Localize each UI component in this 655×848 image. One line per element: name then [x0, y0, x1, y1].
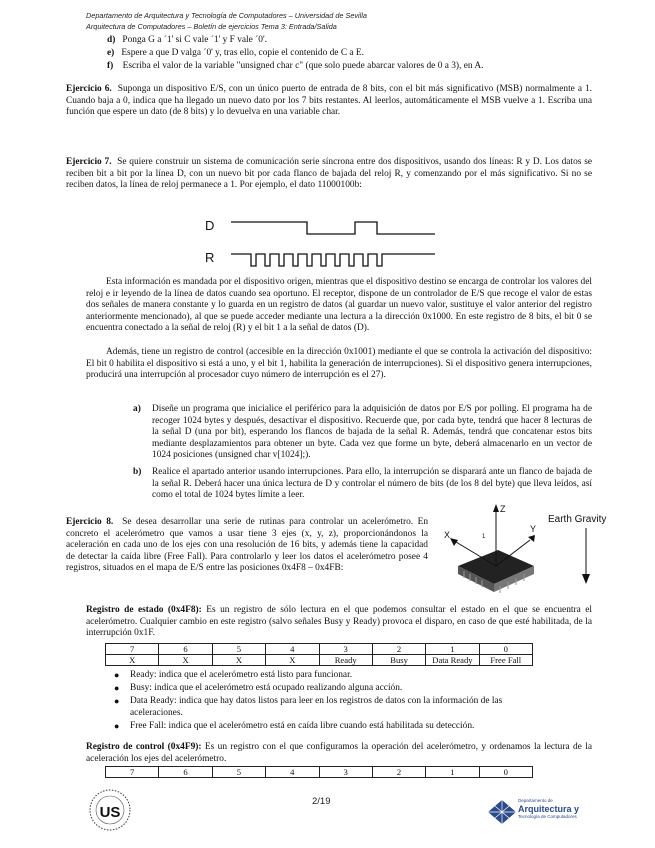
bullet-busy: Busy: indica que el acelerómetro está ocupado realizando alguna acción.: [130, 683, 403, 693]
department-logo-text: [518, 797, 579, 821]
exercise-8: [66, 517, 428, 575]
bullet-icon: ●: [114, 721, 120, 731]
bit-cell: 1: [426, 767, 479, 778]
bit-cell: 2: [372, 767, 425, 778]
exercise-7-item-b-label: b): [133, 467, 142, 477]
bullet-free-fall: Free Fall: indica que el acelerómetro está en caída libre cuando está habilitada su detección.: [130, 721, 475, 731]
field-cell: Free Fall: [479, 655, 532, 666]
status-register-names-row: [106, 655, 533, 666]
bit-cell: 0: [479, 644, 532, 655]
field-cell: X: [159, 655, 212, 666]
control-register-description: Registro de control (0x4F9): Es un registro con el que configuramos la operación del acelerómetro, y ordenamos la lectura de la aceleración los ejes del acelerómetro.: [86, 742, 592, 764]
field-cell: Ready: [319, 655, 372, 666]
university-seal-logo: [88, 788, 132, 832]
bit-cell: 4: [266, 644, 319, 655]
exercise-7-item-a: Diseñe un programa que inicialice el periférico para la adquisición de datos por E/S por polling. El programa ha de recoger 1024 bytes y después, desactivar el dispositivo. Recuerde que, por cada byte, tendrá que hacer 8 lecturas de la señal D (una por bit), esperando los flancos de bajada de la señal R. Además, tendrá que concatenar estos bits mediante desplazamientos para obtener un byte. Cada vez que forme un byte, deberá almacenarlo en un vector de 1024 posiciones (unsigned char v[1024];).: [152, 404, 592, 460]
exercise-8-text: Se desea desarrollar una serie de rutinas para controlar un acelerómetro. En concreto el acelerómetro que vamos a usar tiene 3 ejes (x, y, z), proporcionándonos la aceleración en cada uno de los ejes con una resolución de 16 bits, y además tiene la capacidad de detectar la caída libre (Free Fall). Para controlarlo y leer los datos el acelerómetro posee 4 registros, situados en el mapa de E/S entre las posiciones 0x4F8 – 0x4FB:: [66, 517, 429, 573]
bit-cell: 4: [266, 767, 319, 778]
status-register-title: Registro de estado (0x4F8):: [86, 605, 202, 615]
bit-cell: 7: [106, 767, 159, 778]
field-cell: X: [212, 655, 265, 666]
exercise-7-para2: Además, tiene un registro de control (accesible en la dirección 0x1001) mediante el que se controla la activación del dispositivo: El bit 0 habilita el dispositivo si está a uno, y el bit 1, habilita la generación de interrupciones). Si el dispositivo genera interrupciones, producirá una interrupción al procesador cuyo número de interrupción es el 27).: [86, 347, 592, 380]
bullet-icon: ●: [114, 670, 120, 680]
bit-cell: 6: [159, 644, 212, 655]
exercise-7-text: Se quiere construir un sistema de comunicación serie síncrona entre dos dispositivos, usando dos líneas: R y D. Los datos se reciben bit a bit por la línea D, con un nuevo bit por cada flanco de bajada del reloj R, y comenzando por el más significativo. Si no se reciben datos, la línea de reloj permanece a 1. Por ejemplo, el dato 11000100b:: [66, 157, 593, 190]
bit-cell: 3: [319, 644, 372, 655]
bit-cell: 5: [212, 644, 265, 655]
exercise-7-item-a-label: a): [133, 404, 141, 414]
bit-cell: 6: [159, 767, 212, 778]
exercise-6-text: Suponga un dispositivo E/S, con un único puerto de entrada de 8 bits, con el bit más significativo (MSB) normalmente a 1. Cuando baja a 0, indica que ha llegado un nuevo dato por los 7 bits restantes. Al leerlos, automáticamente el MSB vuelve a 1. Escriba una función que espere un dato (de 8 bits) y lo devuelva en una variable char.: [66, 84, 592, 117]
status-register-bits-row: [106, 644, 533, 655]
department-logo-line1: Departamento de: [518, 798, 553, 803]
prev-item-f: f) Escriba el valor de la variable "unsigned char c" (que solo puede abarcar valores de 0 a 3), en A.: [107, 61, 484, 71]
page-number: 2/19: [312, 796, 331, 807]
bit-cell: 1: [426, 644, 479, 655]
department-logo-line3: Tecnología de Computadores: [518, 814, 577, 819]
exercise-7-title: Ejercicio 7.: [66, 157, 112, 167]
pin-one-label: 1: [482, 534, 486, 540]
header-course: Arquitectura de Computadores – Boletín de ejercicios Tema 3: Entrada/Salida: [86, 22, 337, 31]
exercise-7-para1: Esta información es mandada por el dispositivo origen, mientras que el dispositivo destino se encarga de controlar los valores del reloj e ir leyendo de la línea de datos cuando sea oportuno. El receptor, dispone de un controlador de E/S que recoge el valor de estas dos señales de manera constante y lo guarda en un registro de datos (al guardar un nuevo valor, sustituye el valor anterior del registro anteriormente mencionado), al que se puede acceder mediante una lectura a la dirección 0x1000. En este registro de 8 bits, el bit 0 se encuentra conectado a la señal de reloj (R) y el bit 1 a la señal de datos (D).: [86, 277, 592, 333]
signal-r-waveform: [231, 254, 435, 266]
bullet-icon: ●: [114, 683, 120, 693]
exercise-7-item-b: Realice el apartado anterior usando interrupciones. Para ello, la interrupción se disparará ante un flanco de bajada de la señal R. Deberá hacer una única lectura de D y controlar el número de bits (de los 8 del byte) que lleva leídos, así como el total de 1024 bytes límite a leer.: [152, 467, 592, 500]
control-register-title: Registro de control (0x4F9):: [86, 742, 202, 752]
timing-diagram: [195, 210, 445, 270]
status-register-description: Registro de estado (0x4F8): Es un registro de sólo lectura en el que podemos consultar el estado en el que se encuentra el acelerómetro. Cualquier cambio en este registro (salvo señales Busy y Ready) provoca el disparo, en caso de que esté habilitada, de la interrupción 0x1F.: [86, 605, 592, 638]
bit-cell: 3: [319, 767, 372, 778]
university-seal-text: US: [99, 804, 121, 821]
status-register-table: [105, 643, 533, 666]
bullet-data-ready: Data Ready: indica que hay datos listos para leer en los registros de datos con la información de las aceleraciones.: [130, 696, 503, 718]
accelerometer-figure: [438, 500, 638, 605]
exercise-8-title: Ejercicio 8.: [66, 517, 114, 527]
bit-cell: 5: [212, 767, 265, 778]
exercise-6-title: Ejercicio 6.: [66, 84, 112, 94]
department-logo-icon: [486, 796, 518, 826]
signal-r-label: R: [205, 250, 215, 265]
axis-y-label: Y: [530, 524, 537, 534]
axis-z-arrowhead: [493, 504, 499, 512]
exercise-6: [66, 84, 592, 119]
bit-cell: 0: [479, 767, 532, 778]
field-cell: X: [106, 655, 159, 666]
signal-d-label: D: [205, 218, 215, 233]
signal-d-waveform: [231, 222, 435, 234]
axis-z-label: Z: [500, 504, 506, 514]
bullet-icon: ●: [114, 696, 120, 706]
bit-cell: 2: [372, 644, 425, 655]
control-register-table: [105, 766, 533, 778]
gravity-arrowhead: [582, 574, 590, 584]
earth-gravity-label: Earth Gravity: [548, 514, 607, 525]
bit-cell: 7: [106, 644, 159, 655]
control-register-bits-row: [106, 767, 533, 778]
department-logo-line2: Arquitectura y: [518, 804, 580, 814]
axis-x-label: X: [444, 530, 451, 540]
bullet-ready: Ready: indica que el acelerómetro está listo para funcionar.: [130, 670, 353, 680]
field-cell: Data Ready: [426, 655, 479, 666]
field-cell: X: [266, 655, 319, 666]
field-cell: Busy: [372, 655, 425, 666]
prev-item-d: d) Ponga G a ´1' si C vale ´1' y F vale ´0'.: [107, 35, 268, 45]
header-department: Departamento de Arquitectura y Tecnología de Computadores – Universidad de Sevilla: [86, 11, 367, 20]
exercise-7: [66, 157, 592, 192]
prev-item-e: e) Espere a que D valga ´0' y, tras ello, copie el contenido de C a E.: [107, 48, 364, 58]
